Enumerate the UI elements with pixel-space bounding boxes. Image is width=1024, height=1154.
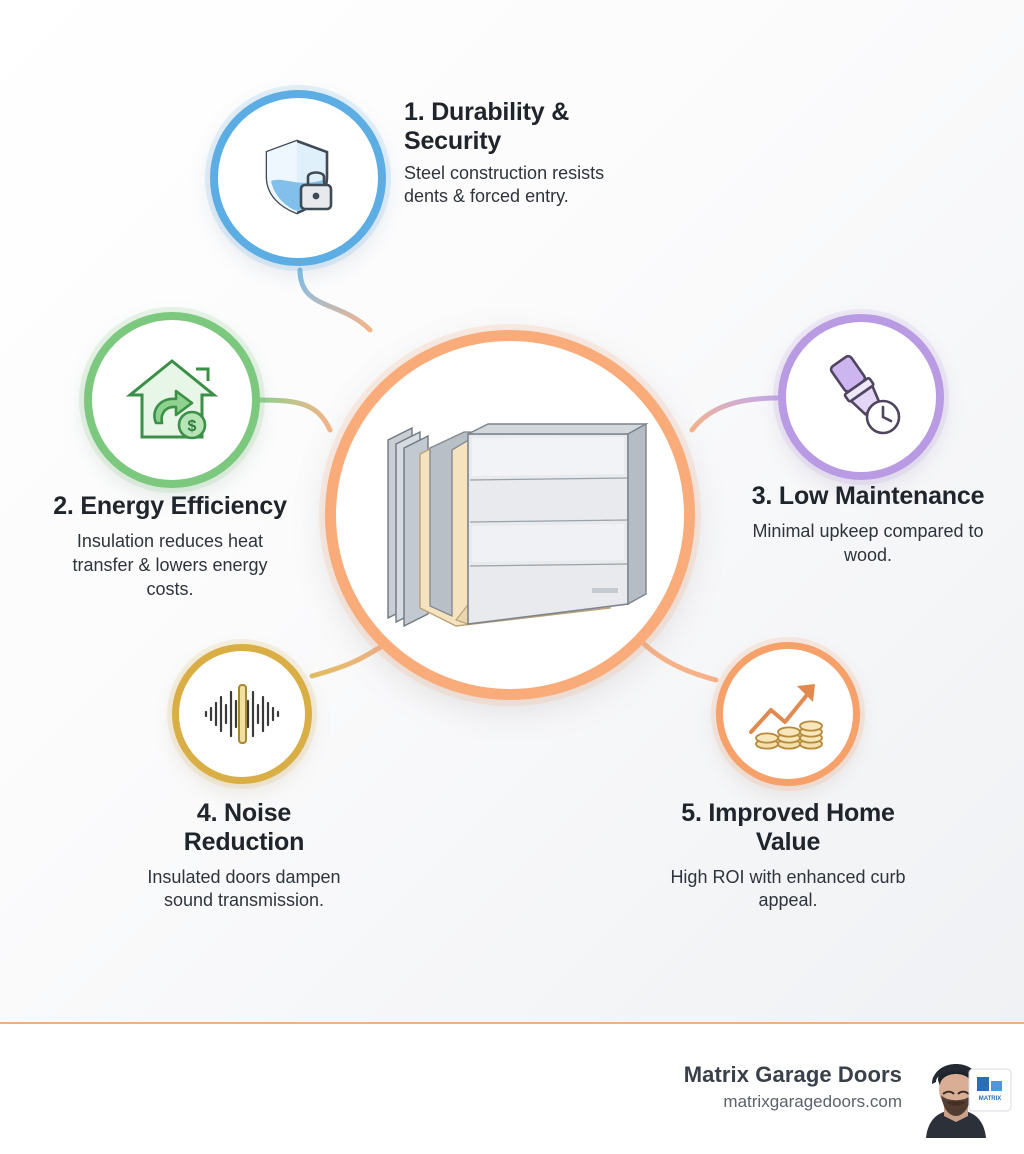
connector-3 <box>692 398 778 430</box>
connector-1 <box>300 270 370 330</box>
node-title: 4. Noise Reduction <box>183 799 305 857</box>
connector-2 <box>260 400 330 430</box>
label-block-energy-efficiency <box>52 492 288 602</box>
house-energy-savings-icon <box>122 353 222 447</box>
sound-wave-icon <box>200 679 284 749</box>
label-block-noise-reduction <box>140 799 348 913</box>
label-block-low-maintenance <box>744 482 992 568</box>
node-improved-home-value[interactable] <box>716 642 860 786</box>
label-block-durability-security <box>404 98 634 209</box>
shield-lock-icon <box>253 133 343 223</box>
label-block-improved-home-value <box>648 799 928 913</box>
node-description: Minimal upkeep compared to wood. <box>752 521 984 566</box>
brand-block <box>684 1062 902 1112</box>
node-noise-reduction[interactable] <box>172 644 312 784</box>
matrix-logo <box>968 1068 1012 1112</box>
growth-chart-coins-icon <box>745 674 831 754</box>
node-title: 1. Durability & Security <box>404 98 570 156</box>
node-description: Steel construction resists dents & forced entry. <box>404 162 605 207</box>
center-hub <box>325 330 695 700</box>
garage-door-cutaway-illustration <box>360 370 660 660</box>
paint-brush-clock-icon <box>814 351 908 443</box>
node-durability-security[interactable] <box>210 90 386 266</box>
node-title: 3. Low Maintenance <box>751 482 985 510</box>
logo-text: MATRIX <box>978 1096 1002 1102</box>
node-energy-efficiency[interactable] <box>84 312 260 488</box>
node-title: 2. Energy Efficiency <box>53 492 287 520</box>
node-description: Insulation reduces heat transfer & lowers energy costs. <box>72 531 268 600</box>
node-low-maintenance[interactable] <box>778 314 944 480</box>
brand-website[interactable]: matrixgaragedoors.com <box>723 1092 902 1111</box>
brand-name: Matrix Garage Doors <box>683 1062 902 1087</box>
node-title: 5. Improved Home Value <box>681 799 895 857</box>
svg-text:$: $ <box>187 418 197 435</box>
node-description: High ROI with enhanced curb appeal. <box>670 866 906 911</box>
node-description: Insulated doors dampen sound transmission. <box>147 866 341 911</box>
footer <box>0 1024 1024 1154</box>
